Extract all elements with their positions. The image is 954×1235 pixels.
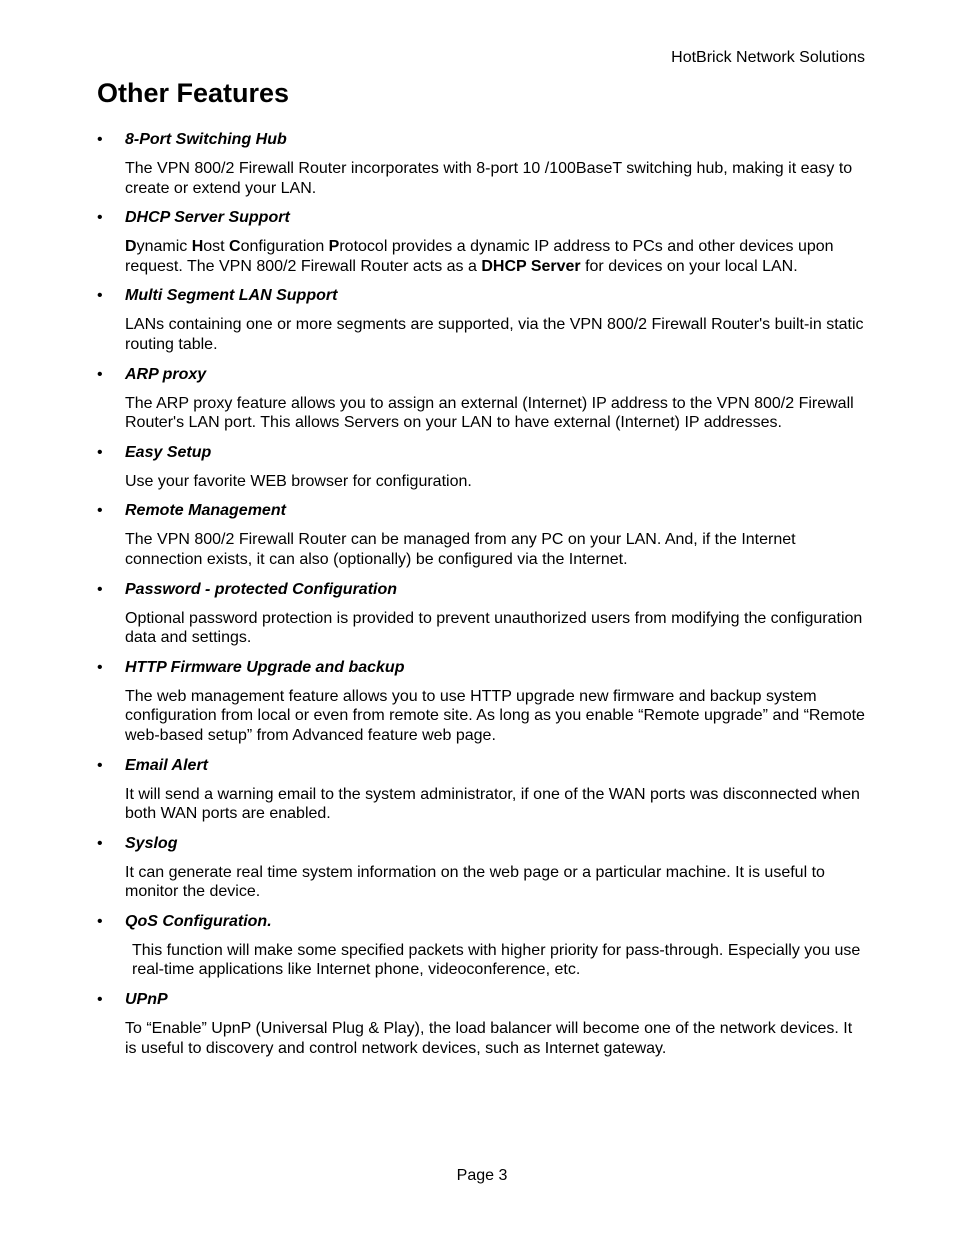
bullet-icon: • xyxy=(97,834,103,852)
feature-item xyxy=(97,208,867,276)
feature-heading-text: DHCP Server Support xyxy=(125,209,290,227)
feature-description: The ARP proxy feature allows you to assign an external (Internet) IP address to the VPN 800/2 Firewall Router's LAN port. This allows Servers on your LAN to have external (Internet) IP addresses. xyxy=(125,394,854,432)
bullet-icon: • xyxy=(97,658,103,676)
bullet-icon: • xyxy=(97,991,103,1009)
feature-description: Use your favorite WEB browser for configuration. xyxy=(125,472,472,490)
feature-item xyxy=(97,658,867,746)
feature-heading xyxy=(97,756,867,776)
page-title: Other Features xyxy=(97,78,290,108)
feature-heading xyxy=(97,208,867,228)
feature-item xyxy=(97,501,867,569)
feature-description: LANs containing one or more segments are supported, via the VPN 800/2 Firewall Router's built-in static routing table. xyxy=(125,316,864,353)
feature-heading-text: 8-Port Switching Hub xyxy=(125,131,287,148)
feature-heading xyxy=(97,580,867,600)
bullet-icon: • xyxy=(97,365,103,383)
feature-heading-text: Syslog xyxy=(125,834,178,852)
feature-description: This function will make some specified packets with higher priority for pass-through. Especially you use real-time applications like Internet phone, videoconference, etc. xyxy=(132,941,861,979)
feature-heading xyxy=(97,990,867,1010)
feature-item xyxy=(97,443,867,492)
bold-text: C xyxy=(229,238,241,256)
bold-text: DHCP Server xyxy=(481,257,581,275)
company-header: HotBrick Network Solutions xyxy=(671,49,865,66)
feature-item xyxy=(97,286,867,354)
feature-heading xyxy=(97,501,867,521)
feature-heading-text: Password - protected Configuration xyxy=(125,580,398,598)
feature-item xyxy=(97,365,867,433)
feature-heading-text: HTTP Firmware Upgrade and backup xyxy=(125,658,405,676)
plain-text: onfiguration xyxy=(240,238,329,256)
feature-description: It will send a warning email to the system administrator, if one of the WAN ports was disconnected when both WAN ports are enabled. xyxy=(125,785,860,823)
feature-heading xyxy=(97,658,867,678)
plain-text: ynamic xyxy=(136,238,192,256)
feature-heading-text: ARP proxy xyxy=(125,365,207,383)
bullet-icon: • xyxy=(97,502,103,520)
feature-heading xyxy=(97,365,867,385)
plain-text: rotocol provides a dynamic IP address to PCs and other devices upon request. The VPN 800/2 Firewall Router acts as a xyxy=(125,238,834,275)
feature-item xyxy=(97,130,867,198)
feature-heading-text: UPnP xyxy=(125,991,168,1009)
feature-description: The web management feature allows you to use HTTP upgrade new firmware and backup system configuration from local or even from remote site. As long as you enable “Remote upgrade” and “Remote web-based setup” from Advanced feature web page. xyxy=(125,687,865,744)
feature-heading xyxy=(97,912,867,932)
plain-text: for devices on your local LAN. xyxy=(580,257,798,275)
feature-description xyxy=(125,237,867,276)
feature-heading-text: QoS Configuration. xyxy=(125,912,272,930)
bullet-icon: • xyxy=(97,443,103,461)
feature-heading-text: Email Alert xyxy=(125,756,208,774)
bullet-icon: • xyxy=(97,580,103,598)
feature-heading xyxy=(97,834,867,854)
feature-heading-text: Remote Management xyxy=(125,502,286,520)
bullet-icon: • xyxy=(97,912,103,930)
feature-item xyxy=(97,912,867,980)
feature-item xyxy=(97,580,867,648)
feature-heading xyxy=(97,286,867,306)
feature-description: The VPN 800/2 Firewall Router can be managed from any PC on your LAN. And, if the Internet connection exists, it can also (optionally) be configured via the Internet. xyxy=(125,531,796,568)
bold-text: P xyxy=(328,238,340,256)
feature-list xyxy=(97,130,867,1058)
bullet-icon: • xyxy=(97,131,103,148)
bullet-icon: • xyxy=(97,756,103,774)
plain-text: ost xyxy=(203,238,230,256)
feature-item xyxy=(97,756,867,824)
bullet-icon: • xyxy=(97,209,103,227)
bold-text: H xyxy=(191,238,204,256)
feature-description: To “Enable” UpnP (Universal Plug & Play), the load balancer will become one of the network devices. It is useful to discovery and control network devices, such as Internet gateway. xyxy=(125,1020,853,1057)
bullet-icon: • xyxy=(97,287,103,305)
feature-heading xyxy=(97,443,867,463)
feature-item xyxy=(97,990,867,1058)
page-number: Page 3 xyxy=(456,1167,508,1184)
feature-heading-text: Easy Setup xyxy=(125,443,212,461)
feature-description: The VPN 800/2 Firewall Router incorporates with 8-port 10 /100BaseT switching hub, making it easy to create or extend your LAN. xyxy=(125,160,853,197)
bold-text: D xyxy=(125,238,137,256)
feature-description: It can generate real time system information on the web page or a particular machine. It is useful to monitor the device. xyxy=(125,863,825,901)
feature-heading-text: Multi Segment LAN Support xyxy=(125,287,338,305)
feature-description: Optional password protection is provided to prevent unauthorized users from modifying the configuration data and settings. xyxy=(125,609,863,647)
feature-heading xyxy=(97,130,867,150)
feature-item xyxy=(97,834,867,902)
